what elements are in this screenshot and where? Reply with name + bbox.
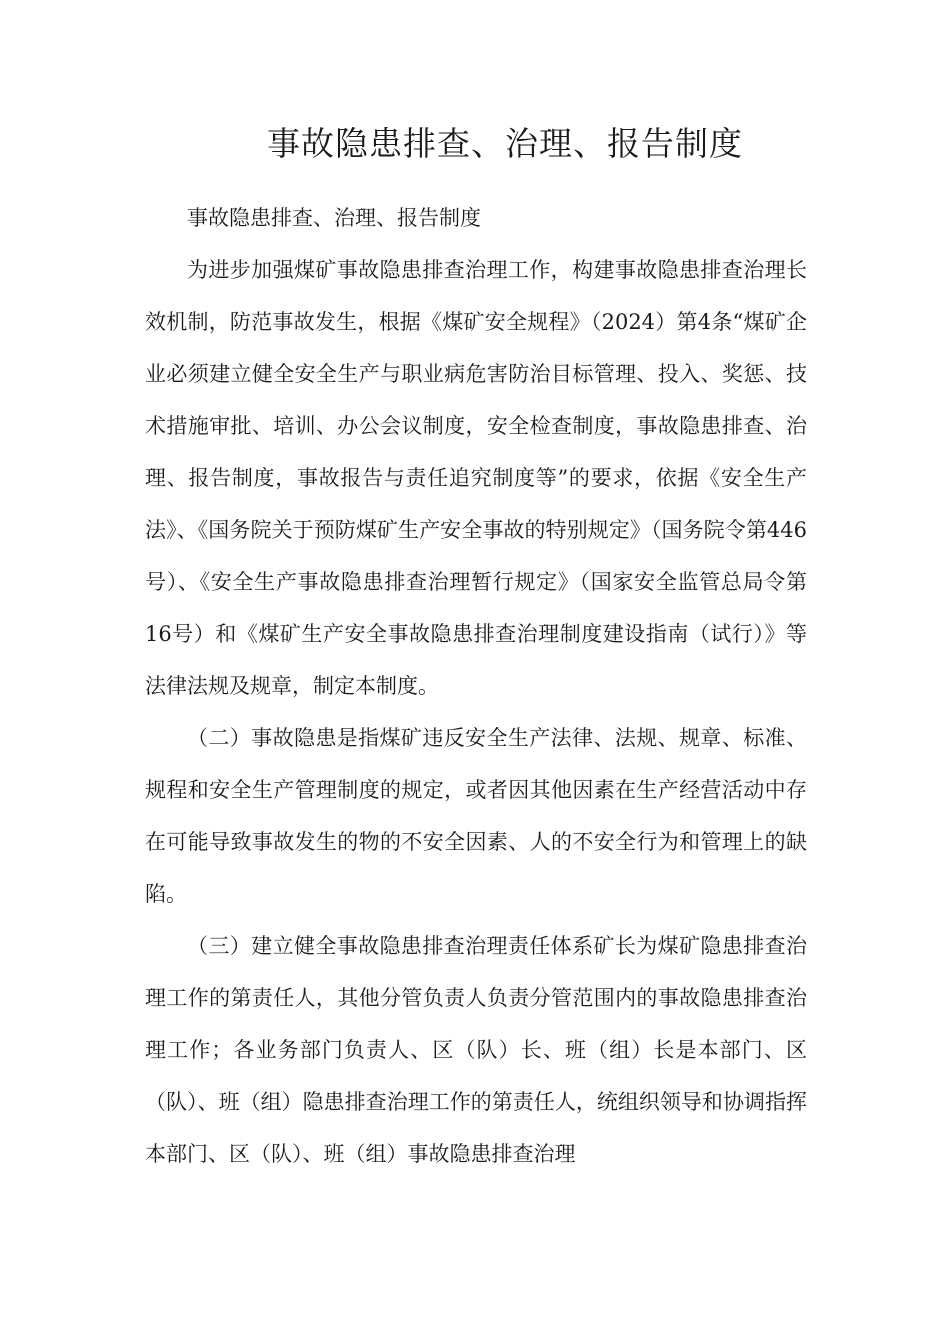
document-title: 事故隐患排查、治理、报告制度 (267, 124, 743, 163)
paragraph-responsibility: （三）建立健全事故隐患排查治理责任体系矿长为煤矿隐患排查治理工作的第责任人，其他分管负责人负责分管范围内的事故隐患排查治理工作；各业务部门负责人、区（队）长、班（组）长是本部门、区（队）、班（组）隐患排查治理工作的第责任人，统组织领导和协调指挥本部门、区（队）、班（组）事故隐患排查治理 (145, 934, 807, 1166)
document-subtitle: 事故隐患排查、治理、报告制度 (187, 206, 481, 230)
paragraph-basis: 为进步加强煤矿事故隐患排查治理工作，构建事故隐患排查治理长效机制，防范事故发生，根据《煤矿安全规程》（2024）第4条“煤矿企业必须建立健全安全生产与职业病危害防治目标管理、投入、奖惩、技术措施审批、培训、办公会议制度，安全检查制度，事故隐患排查、治理、报告制度，事故报告与责任追究制度等”的要求，依据《安全生产法》、《国务院关于预防煤矿生产安全事故的特别规定》（国务院令第446号）、《安全生产事故隐患排查治理暂行规定》（国家安全监管总局令第16号）和《煤矿生产安全事故隐患排查治理制度建设指南（试行）》等法律法规及规章，制定本制度。 (145, 258, 807, 698)
document-body (145, 192, 807, 1180)
paragraph-definition: （二）事故隐患是指煤矿违反安全生产法律、法规、规章、标准、规程和安全生产管理制度的规定，或者因其他因素在生产经营活动中存在可能导致事故发生的物的不安全因素、人的不安全行为和管理上的缺陷。 (145, 726, 807, 906)
